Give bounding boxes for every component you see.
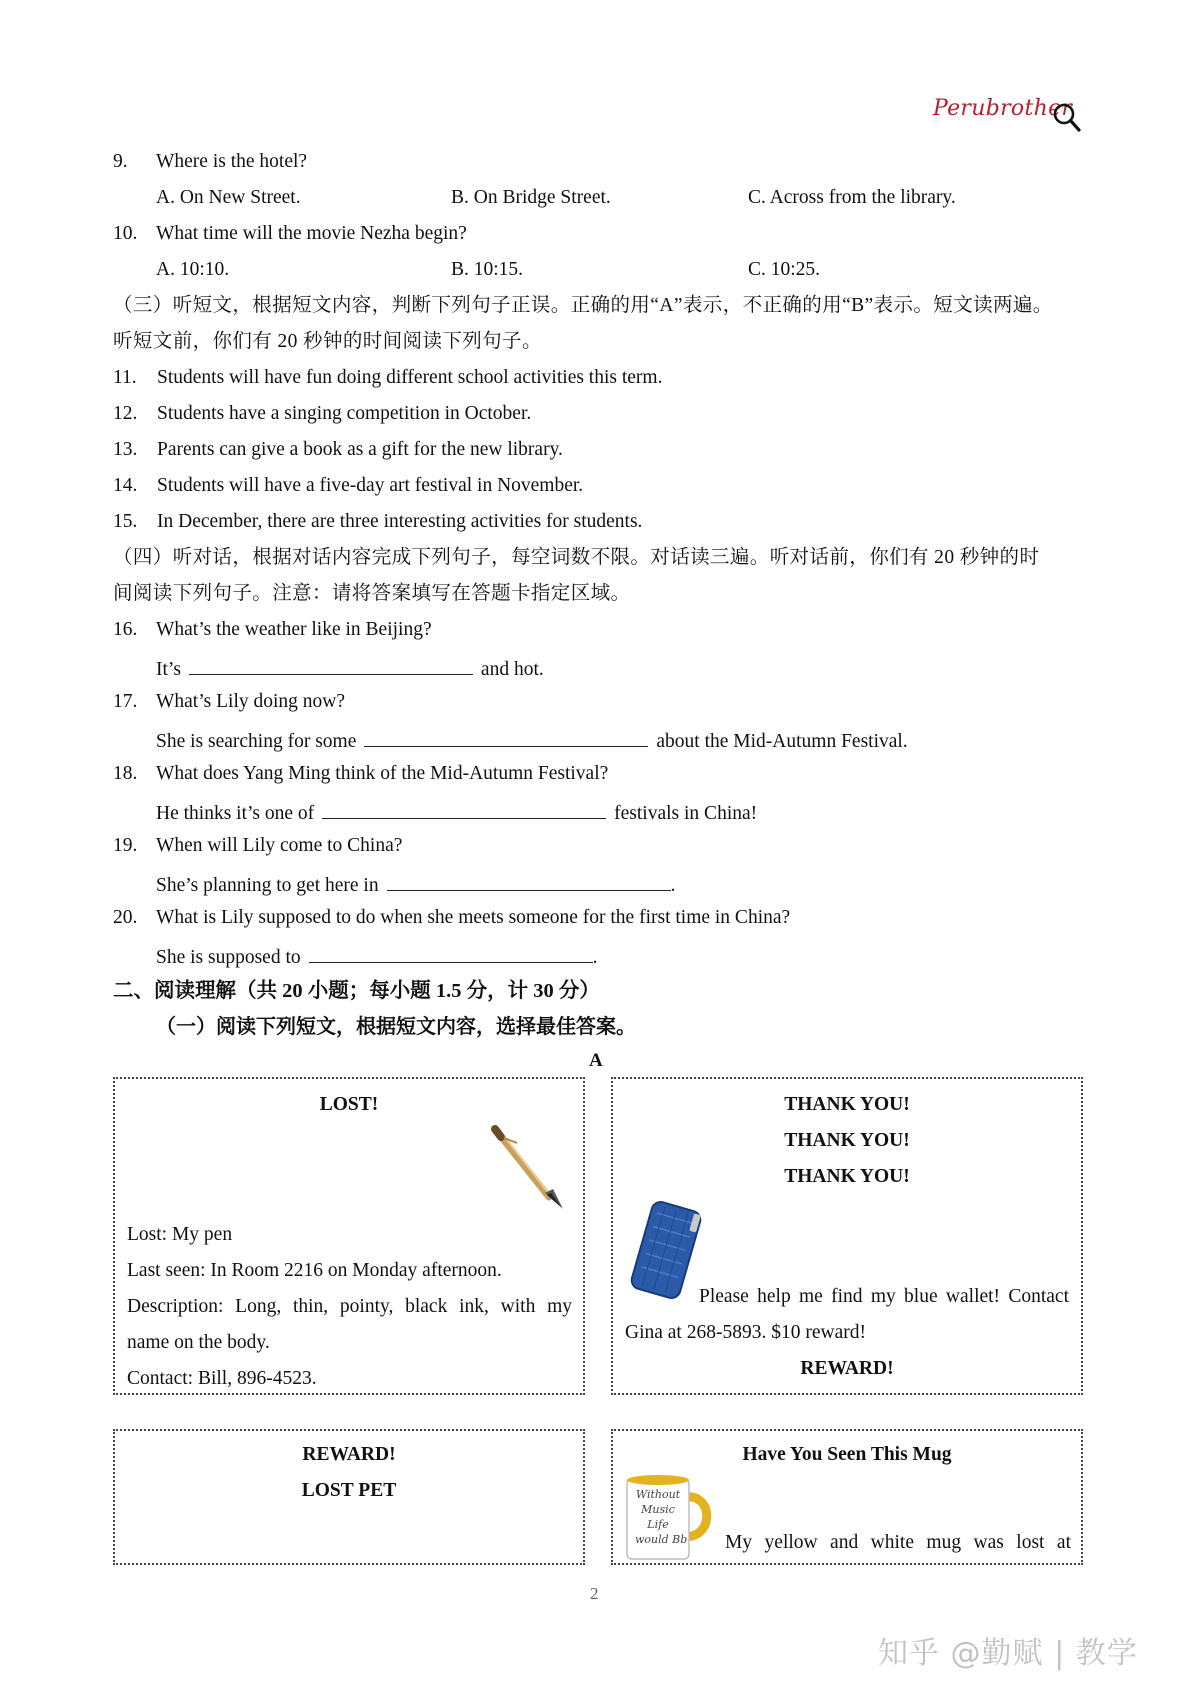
question-text: What time will the movie Nezha begin?	[156, 223, 467, 244]
question-number: 17.	[113, 691, 138, 712]
option-a: A. On New Street.	[156, 187, 301, 208]
question-number: 19.	[113, 835, 138, 856]
search-icon	[1052, 102, 1082, 134]
mug-print	[635, 1487, 688, 1547]
statement-text: Parents can give a book as a gift for the new library.	[157, 439, 563, 460]
fill-pre: She is searching for some	[156, 731, 357, 752]
option-a: A. 10:10.	[156, 259, 230, 280]
section4-instruction-cont: 间阅读下列句子。注意：请将答案填写在答题卡指定区域。	[113, 583, 631, 604]
mug-text: Without	[635, 1488, 681, 1501]
statement-text: Students will have a five-day art festival in November.	[157, 475, 584, 496]
notice-line: Lost: My pen	[127, 1224, 233, 1245]
notice-line: Gina at 268-5893. $10 reward!	[625, 1322, 866, 1343]
question-text: What is Lily supposed to do when she meets someone for the first time in China?	[156, 907, 791, 928]
question-number: 15.	[113, 511, 138, 532]
question-number: 11.	[113, 367, 137, 388]
option-b: B. On Bridge Street.	[451, 187, 611, 208]
mug-text: Music	[641, 1503, 675, 1516]
question-number: 20.	[113, 907, 138, 928]
fill-pre: She is supposed to	[156, 947, 301, 968]
question-number: 13.	[113, 439, 138, 460]
fill-sentence	[156, 726, 908, 754]
notice-title: THANK YOU!	[784, 1166, 910, 1187]
notice-title: Have You Seen This Mug	[742, 1444, 952, 1465]
option-b: B. 10:15.	[451, 259, 524, 280]
answer-blank[interactable]	[364, 726, 648, 747]
fill-sentence	[156, 942, 598, 970]
answer-blank[interactable]	[309, 942, 593, 963]
question-text: What does Yang Ming think of the Mid-Autumn Festival?	[156, 763, 609, 784]
option-c: C. Across from the library.	[748, 187, 956, 208]
question-text: When will Lily come to China?	[156, 835, 403, 856]
notice-line: Last seen: In Room 2216 on Monday afternoon.	[127, 1260, 502, 1281]
brand-logo-text: Perubrother	[933, 96, 1073, 121]
fill-post: and hot.	[480, 659, 544, 680]
notice-line: name on the body.	[127, 1332, 270, 1353]
question-text: What’s Lily doing now?	[156, 691, 346, 712]
section-subheading: （一）阅读下列短文，根据短文内容，选择最佳答案。	[156, 1016, 636, 1038]
notice-title: LOST!	[319, 1094, 379, 1115]
notice-lost-wallet	[611, 1077, 1083, 1395]
notice-lost-mug	[611, 1429, 1083, 1565]
answer-blank[interactable]	[189, 654, 473, 675]
mug-text: Life	[647, 1518, 669, 1531]
notice-title: REWARD!	[302, 1444, 396, 1465]
option-c: C. 10:25.	[748, 259, 821, 280]
notice-lost-pet	[113, 1429, 585, 1565]
answer-blank[interactable]	[322, 798, 606, 819]
fill-post: .	[670, 875, 676, 896]
answer-blank[interactable]	[387, 870, 671, 891]
wallet-image	[625, 1197, 707, 1303]
mug-text: would Bb	[635, 1533, 688, 1546]
notice-line: My yellow and white mug was lost at	[725, 1532, 1071, 1553]
notice-line: Contact: Bill, 896-4523.	[127, 1368, 317, 1389]
statement-text: Students will have fun doing different school activities this term.	[157, 367, 663, 388]
notice-lost-pen	[113, 1077, 585, 1395]
fill-sentence	[156, 798, 757, 826]
question-number: 14.	[113, 475, 138, 496]
statement-text: Students have a singing competition in October.	[157, 403, 532, 424]
notice-title: THANK YOU!	[784, 1130, 910, 1151]
notice-title: LOST PET	[301, 1480, 397, 1501]
section4-instruction: （四）听对话，根据对话内容完成下列句子，每空词数不限。对话读三遍。听对话前，你们有 20 秒钟的时	[113, 547, 1040, 568]
watermark: 知乎 @勤赋 | 教学	[878, 1636, 1138, 1671]
fill-post: festivals in China!	[614, 803, 758, 824]
question-number: 16.	[113, 619, 138, 640]
notice-line: Description: Long, thin, pointy, black ink, with my	[127, 1296, 572, 1317]
pen-image	[487, 1123, 567, 1213]
question-number: 18.	[113, 763, 138, 784]
question-number: 10.	[113, 223, 138, 244]
question-text: What’s the weather like in Beijing?	[156, 619, 432, 640]
fill-post: .	[592, 947, 598, 968]
fill-post: about the Mid-Autumn Festival.	[656, 731, 908, 752]
page-number: 2	[590, 1584, 599, 1603]
section-heading: 二、阅读理解（共 20 小题；每小题 1.5 分，计 30 分）	[113, 980, 600, 1002]
section3-instruction: （三）听短文，根据短文内容，判断下列句子正误。正确的用“A”表示，不正确的用“B”表示。短文读两遍。	[113, 295, 1053, 316]
fill-pre: She’s planning to get here in	[156, 875, 379, 896]
passage-label: A	[589, 1050, 603, 1071]
section3-instruction-cont: 听短文前，你们有 20 秒钟的时间阅读下列句子。	[113, 331, 542, 352]
notice-footer: REWARD!	[800, 1358, 894, 1379]
notice-line: Please help me find my blue wallet! Contact	[699, 1286, 1069, 1307]
fill-sentence	[156, 654, 544, 682]
question-number: 9.	[113, 151, 128, 172]
fill-sentence	[156, 870, 675, 898]
statement-text: In December, there are three interesting activities for students.	[157, 511, 643, 532]
question-text: Where is the hotel?	[156, 151, 308, 172]
fill-pre: It’s	[156, 659, 181, 680]
notice-title: THANK YOU!	[784, 1094, 910, 1115]
fill-pre: He thinks it’s one of	[156, 803, 315, 824]
question-number: 12.	[113, 403, 138, 424]
